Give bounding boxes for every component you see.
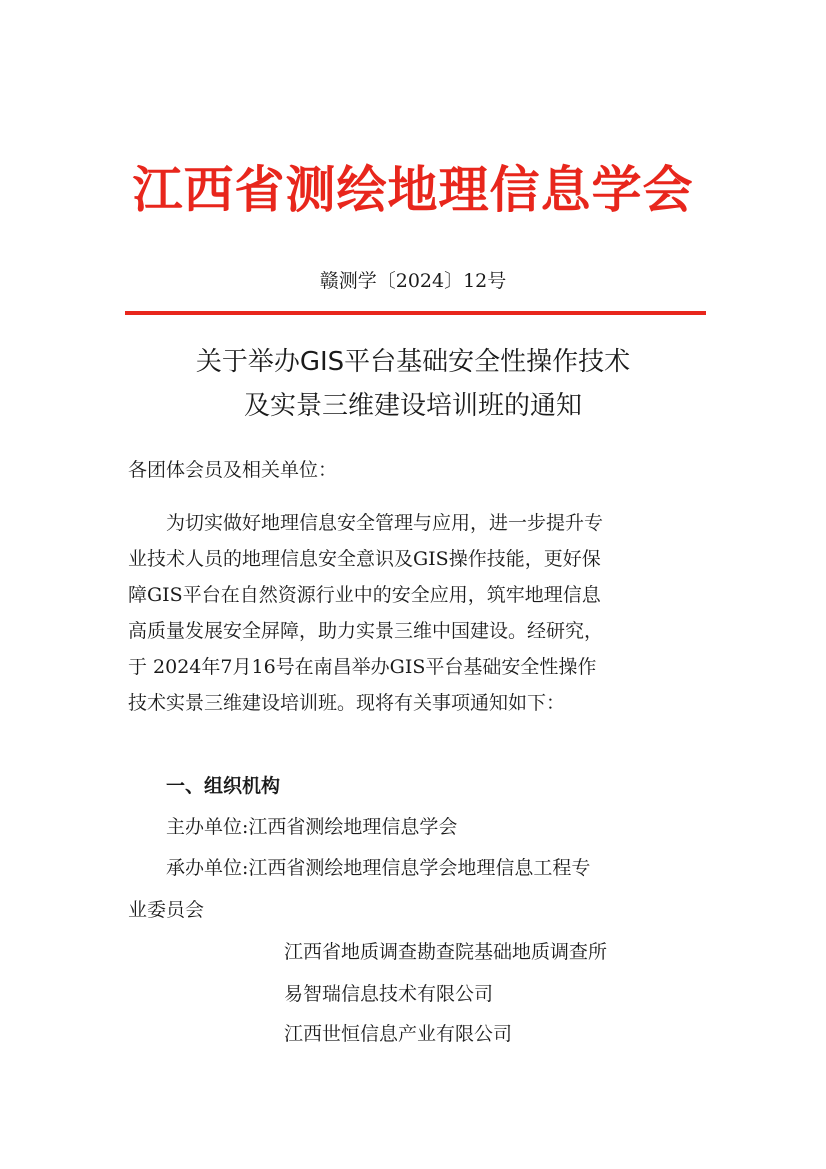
host-unit: 主办单位:江西省测绘地理信息学会 — [166, 816, 458, 838]
org-letterhead: 江西省测绘地理信息学会 — [132, 161, 694, 219]
section-heading-organization: 一、组织机构 — [166, 775, 281, 797]
co-organizer-item: 易智瑞信息技术有限公司 — [284, 983, 494, 1005]
organizer-unit: 承办单位:江西省测绘地理信息学会地理信息工程专 — [166, 857, 591, 879]
paragraph-line: 于 2024年7月16号在南昌举办GIS平台基础安全性操作 — [128, 656, 597, 678]
paragraph-line: 业技术人员的地理信息安全意识及GIS操作技能，更好保 — [128, 548, 601, 570]
co-organizer-item: 江西世恒信息产业有限公司 — [284, 1023, 513, 1045]
paragraph-line: 障GIS平台在自然资源行业中的安全应用，筑牢地理信息 — [128, 584, 601, 606]
intro-paragraph — [128, 505, 708, 721]
notice-title-line-2: 及实景三维建设培训班的通知 — [243, 391, 582, 421]
notice-title — [0, 340, 826, 428]
notice-title-line-1: 关于举办GIS平台基础安全性操作技术 — [195, 347, 631, 377]
document-number: 赣测学〔2024〕12号 — [319, 270, 507, 292]
co-organizer-item: 江西省地质调查勘查院基础地质调查所 — [284, 941, 608, 963]
paragraph-line: 技术实景三维建设培训班。现将有关事项通知如下： — [128, 692, 566, 714]
paragraph-line: 高质量发展安全屏障，助力实景三维中国建设。经研究， — [128, 620, 604, 642]
red-divider — [125, 311, 706, 315]
paragraph-line: 为切实做好地理信息安全管理与应用，进一步提升专 — [128, 512, 604, 534]
salutation: 各团体会员及相关单位： — [128, 459, 338, 481]
organizer-unit-continued: 业委员会 — [128, 899, 205, 921]
